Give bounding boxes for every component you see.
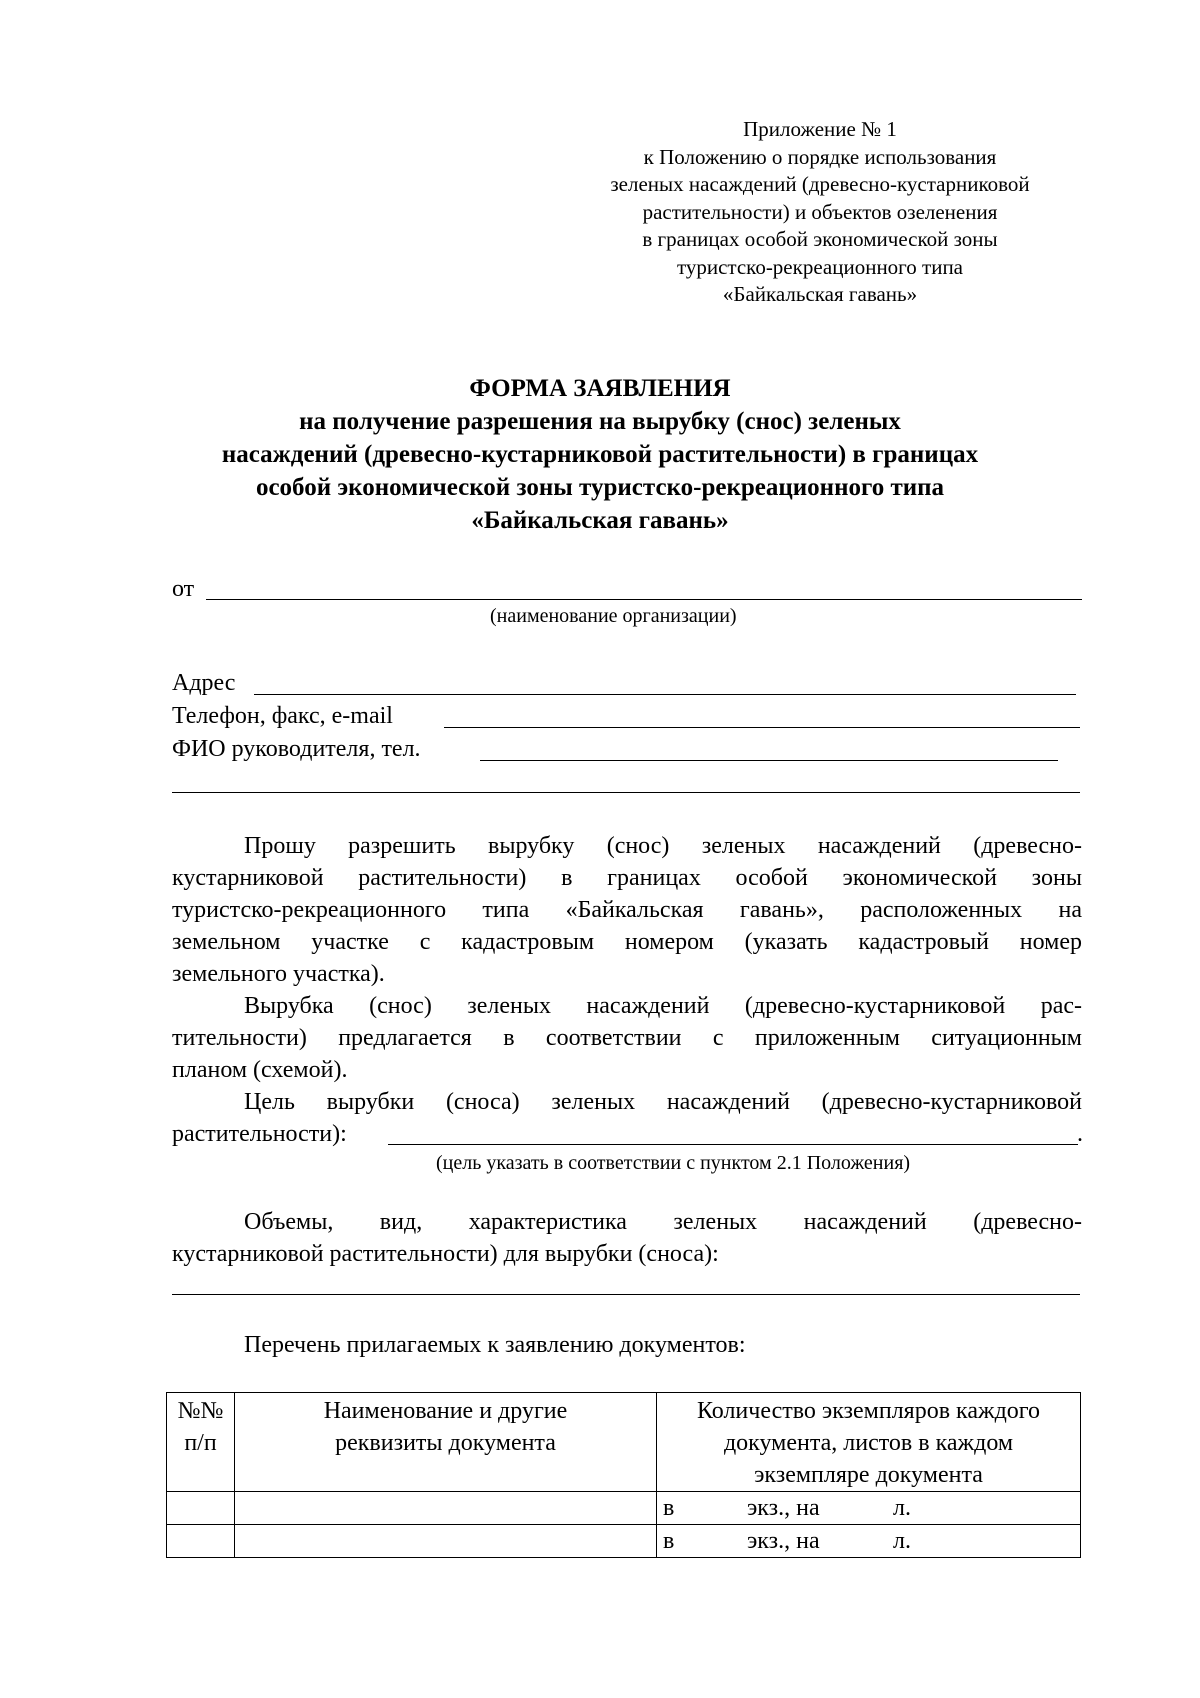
paragraph-line: кустарниковой растительности) в границах особой экономической зоны: [172, 865, 1082, 891]
documents-table: [166, 1392, 1081, 1558]
header-copies-count: [657, 1393, 1081, 1492]
paragraph-line: земельного участка).: [172, 961, 385, 987]
annex-line: в границах особой экономической зоны: [642, 227, 998, 251]
qty-in: в: [663, 1495, 675, 1521]
table-row: [167, 1525, 1081, 1558]
organization-caption: (наименование организации): [490, 605, 737, 627]
annex-line: «Байкальская гавань»: [722, 282, 918, 306]
plan-paragraph: [172, 990, 1082, 1086]
qty-sheets: л.: [893, 1495, 911, 1521]
annex-line: к Положению о порядке использования: [643, 144, 997, 169]
document-title: [120, 372, 1080, 537]
paragraph-line: Прошу разрешить вырубку (снос) зеленых насаждений (древесно-: [244, 833, 1082, 859]
paragraph-line: туристско-рекреационного типа «Байкальская гавань», расположенных на: [172, 897, 1082, 923]
paragraph-line: Объемы, вид, характеристика зеленых насаждений (древесно-: [244, 1209, 1082, 1235]
purpose-end: .: [1077, 1121, 1083, 1147]
purpose-paragraph: [172, 1086, 1082, 1118]
address-label: Адрес: [172, 670, 236, 696]
qty-copies: экз., на: [747, 1528, 820, 1554]
row-copies-cell[interactable]: [657, 1492, 1081, 1525]
paragraph-line: земельном участке с кадастровым номером (указать кадастровый номер: [172, 929, 1082, 955]
volumes-field-line[interactable]: [172, 1294, 1080, 1295]
head-field-line[interactable]: [480, 760, 1058, 761]
from-label: от: [172, 576, 195, 602]
paragraph-line: Вырубка (снос) зеленых насаждений (древесно-кустарниковой рас-: [244, 993, 1082, 1019]
row-number-cell[interactable]: [167, 1492, 235, 1525]
header-text: Наименование и другие: [323, 1398, 568, 1424]
header-text: №№: [177, 1398, 224, 1424]
header-number: [167, 1393, 235, 1492]
annex-line: Приложение № 1: [743, 117, 897, 141]
annex-header: [560, 116, 1080, 309]
paragraph-line: планом (схемой).: [172, 1057, 348, 1083]
paragraph-line: тительности) предлагается в соответствии с приложенным ситуационным: [172, 1025, 1082, 1051]
row-number-cell[interactable]: [167, 1525, 235, 1558]
annex-line: туристско-рекреационного типа: [676, 254, 964, 279]
row-name-cell[interactable]: [235, 1525, 657, 1558]
table-header-row: [167, 1393, 1081, 1492]
header-text: реквизиты документа: [335, 1430, 556, 1456]
request-paragraph: [172, 830, 1082, 990]
docs-intro: Перечень прилагаемых к заявлению документов:: [244, 1332, 746, 1358]
header-text: Количество экземпляров каждого: [696, 1398, 1041, 1424]
header-text: экземпляре документа: [754, 1462, 983, 1488]
purpose-field-line[interactable]: [388, 1144, 1078, 1145]
title-line: ФОРМА ЗАЯВЛЕНИЯ: [469, 375, 731, 402]
purpose-label: растительности):: [172, 1121, 347, 1147]
table-row: [167, 1492, 1081, 1525]
purpose-caption: (цель указать в соответствии с пунктом 2.1 Положения): [436, 1152, 911, 1174]
title-line: «Байкальская гавань»: [471, 507, 729, 534]
header-text: п/п: [184, 1430, 217, 1456]
header-document-name: [235, 1393, 657, 1492]
title-line: насаждений (древесно-кустарниковой растительности) в границах: [221, 441, 979, 468]
title-line: на получение разрешения на вырубку (снос) зеленых: [299, 408, 901, 435]
phone-field-line[interactable]: [444, 727, 1080, 728]
phone-label: Телефон, факс, e-mail: [172, 703, 393, 729]
header-text: документа, листов в каждом: [723, 1430, 1014, 1456]
head-label: ФИО руководителя, тел.: [172, 736, 421, 762]
row-name-cell[interactable]: [235, 1492, 657, 1525]
row-copies-cell[interactable]: [657, 1525, 1081, 1558]
qty-in: в: [663, 1528, 675, 1554]
qty-sheets: л.: [893, 1528, 911, 1554]
paragraph-line: Цель вырубки (сноса) зеленых насаждений (древесно-кустарниковой: [244, 1089, 1082, 1115]
address-field-line[interactable]: [254, 694, 1076, 695]
volumes-paragraph: [172, 1206, 1082, 1270]
qty-copies: экз., на: [747, 1495, 820, 1521]
extra-field-line[interactable]: [172, 792, 1080, 793]
organization-field-line[interactable]: [206, 599, 1082, 600]
annex-line: растительности) и объектов озеленения: [642, 199, 998, 224]
title-line: особой экономической зоны туристско-рекреационного типа: [255, 474, 945, 501]
paragraph-line: кустарниковой растительности) для вырубки (сноса):: [172, 1241, 719, 1267]
annex-line: зеленых насаждений (древесно-кустарниковой: [610, 172, 1030, 196]
